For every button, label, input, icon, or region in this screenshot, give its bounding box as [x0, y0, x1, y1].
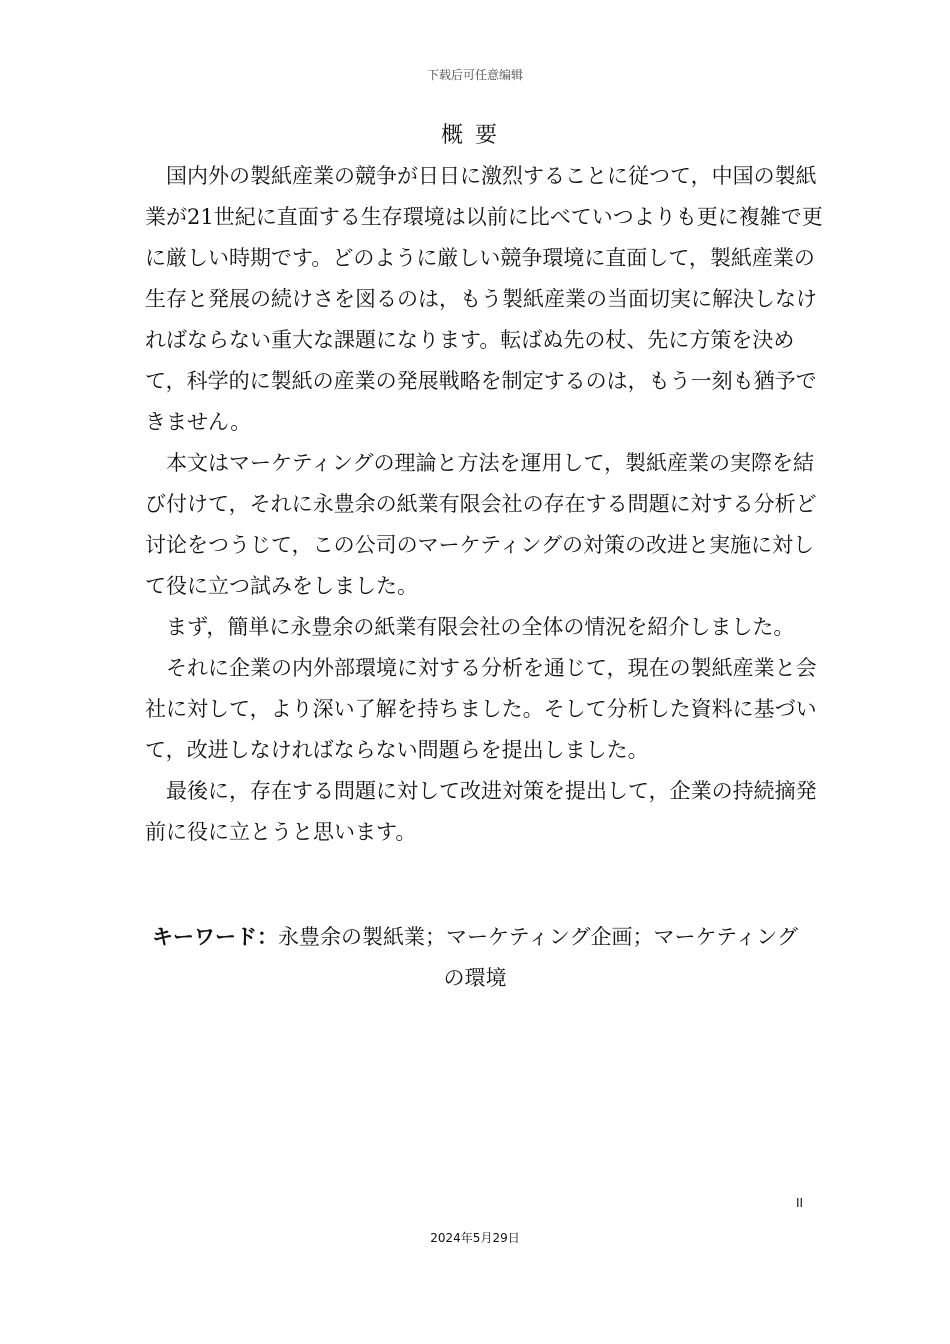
- abstract-body: [145, 156, 825, 853]
- page-title: 概要: [440, 123, 509, 148]
- keywords-text: 永豊余の製紙業；マーケティング企画；マーケティングの環境: [278, 925, 798, 990]
- paragraph-3: まず，簡単に永豊余の紙業有限会社の全体の情況を紹介しました。: [166, 615, 795, 639]
- page-number: II: [796, 1196, 804, 1210]
- keywords-label: キーワード：: [152, 924, 279, 949]
- footer-date: 2024年5月29日: [430, 1231, 520, 1245]
- paragraph-2: 本文はマーケティングの理論と方法を運用して，製紙産業の実際を結び付けて，それに永豊余の紙業有限会社の存在する問題に対する分析ど讨论をつうじて，この公司のマーケティングの対策の改进と実施に対して役に立つ試みをしました。: [145, 451, 817, 598]
- paragraph-1: 国内外の製紙産業の競争が日日に激烈することに従つて，中国の製紙業が21世紀に直面する生存環境は以前に比べていつよりも更に複雑で更に厳しい時期です。どのように厳しい競争環境に直面して，製紙産業の生存と発展の続けさを図るのは，もう製紙産業の当面切実に解決しなければならない重大な課題になります。転ばぬ先の杖、先に方策を決めて，科学的に製紙の産業の発展戦略を制定するのは，もう一刻も猶予できません。: [145, 164, 823, 434]
- paragraph-5: 最後に，存在する問題に対して改进対策を提出して，企業の持続摘発前に役に立とうと思います。: [145, 779, 817, 844]
- keywords: [145, 916, 805, 999]
- paragraph-4: それに企業の内外部環境に対する分析を通じて，現在の製紙産業と会社に対して，より深い了解を持ちました。そして分析した資料に基づいて，改进しなければならない問題らを提出しました。: [145, 656, 817, 762]
- header-note: 下载后可任意编辑: [426, 68, 523, 82]
